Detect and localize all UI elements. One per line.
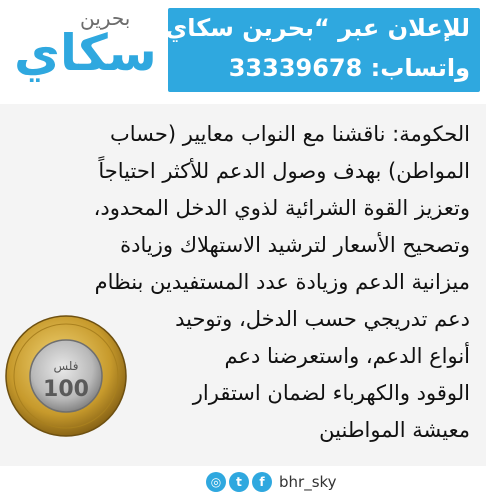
news-line: وتعزيز القوة الشرائية لذوي الدخل المحدود،	[93, 196, 470, 220]
instagram-icon[interactable]: ◎	[206, 472, 226, 492]
bahrain-sky-logo	[10, 6, 160, 94]
social-links	[206, 471, 337, 493]
coin-value: 100	[43, 377, 89, 402]
advertising-banner	[139, 8, 480, 92]
news-line: دعم تدريجي حسب الدخل، وتوحيد	[175, 307, 470, 331]
logo-big-text: سكاي	[14, 24, 157, 82]
twitter-icon[interactable]: t	[229, 472, 249, 492]
news-line: ميزانية الدعم وزيادة عدد المستفيدين بنظام	[94, 270, 470, 294]
news-line: الوقود والكهرباء لضمان استقرار	[192, 381, 470, 405]
coin-word: فلس	[53, 359, 79, 373]
header	[0, 0, 486, 104]
whatsapp-line: واتساب: 33339678	[228, 54, 470, 82]
news-line: وتصحيح الأسعار لترشيد الاستهلاك وزيادة	[120, 233, 470, 257]
social-handle[interactable]: bhr_sky	[279, 473, 337, 491]
advertising-line: للإعلان عبر “بحرين سكاي”:	[139, 14, 470, 42]
news-line: الحكومة: ناقشنا مع النواب معايير (حساب	[109, 122, 470, 146]
news-line: المواطن) بهدف وصول الدعم للأكثر احتياجاً	[98, 159, 470, 183]
news-line: معيشة المواطنين	[319, 418, 470, 442]
logo-small-text: بحرين	[80, 6, 131, 30]
100-fils-coin-image	[4, 314, 128, 438]
news-line: أنواع الدعم، واستعرضنا دعم	[224, 344, 470, 368]
footer	[0, 466, 486, 500]
facebook-icon[interactable]: f	[252, 472, 272, 492]
